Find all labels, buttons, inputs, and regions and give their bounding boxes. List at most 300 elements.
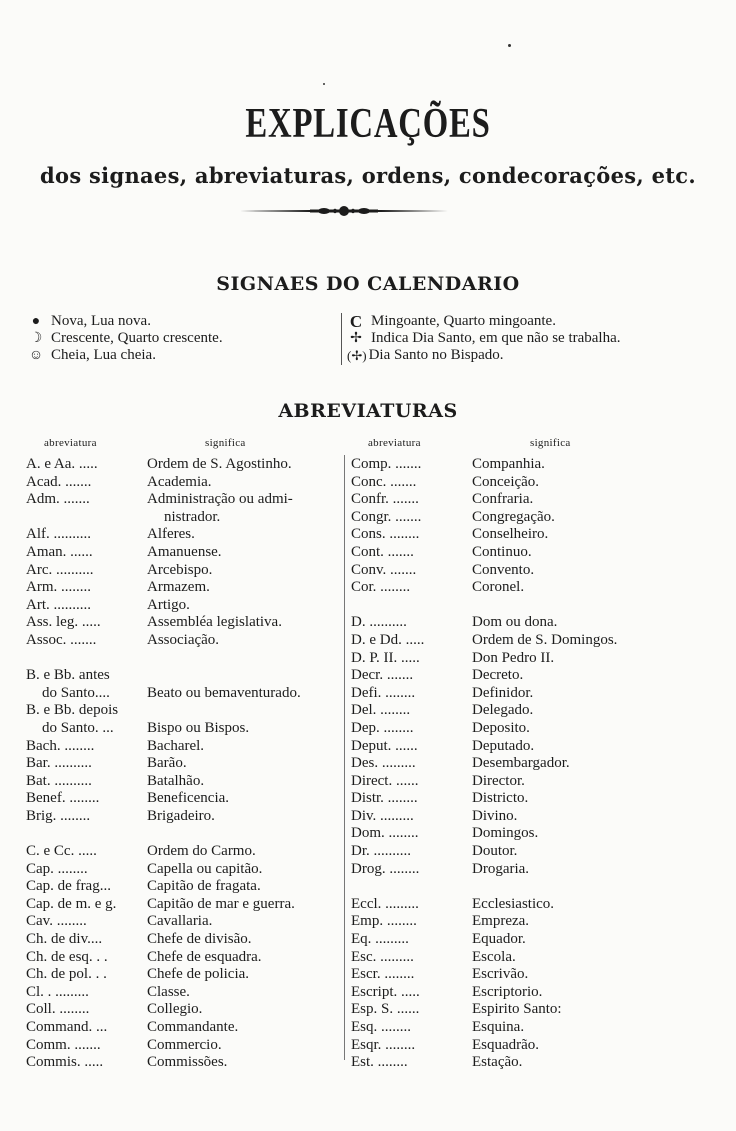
meaning: Chefe de policia. bbox=[147, 966, 250, 983]
meaning: Barão. bbox=[147, 755, 187, 772]
abbreviation bbox=[26, 773, 147, 791]
abbreviation-entry bbox=[26, 491, 342, 509]
meaning: Ordem de S. Agostinho. bbox=[147, 456, 292, 472]
abbreviation-entry bbox=[351, 667, 721, 685]
abbreviation-text: Arc. .......... bbox=[26, 561, 94, 578]
ink-speck bbox=[323, 83, 325, 85]
meaning: Esquadrão. bbox=[472, 1036, 540, 1053]
abbreviation bbox=[26, 685, 147, 703]
sign-row bbox=[27, 313, 223, 330]
abbreviation bbox=[26, 861, 147, 879]
abbreviation bbox=[351, 667, 472, 685]
abbreviation-text: Defi. ........ bbox=[351, 684, 416, 701]
abbreviation-text: Des. ......... bbox=[351, 755, 416, 772]
abbreviation bbox=[26, 878, 147, 896]
abbreviation-text: B. e Bb. depois bbox=[26, 702, 119, 719]
meaning: Amanuense. bbox=[147, 543, 222, 560]
abbreviation-entry bbox=[26, 755, 342, 773]
meaning bbox=[147, 667, 342, 685]
meaning: Congregação. bbox=[472, 508, 555, 525]
abbreviation-entry bbox=[26, 966, 342, 984]
sign-row bbox=[347, 313, 621, 330]
abbreviation bbox=[351, 843, 472, 861]
meaning: Escriptorio. bbox=[472, 983, 543, 1000]
meaning: Ecclesiastico. bbox=[472, 895, 555, 912]
abbreviation bbox=[26, 843, 147, 861]
abbreviation-text: Ass. leg. ..... bbox=[26, 614, 101, 631]
abbreviation-entry bbox=[351, 544, 721, 562]
abbreviation bbox=[351, 966, 472, 984]
meaning: Batalhão. bbox=[147, 772, 205, 789]
abbreviation-text: Est. ........ bbox=[351, 1054, 408, 1071]
section-gap bbox=[26, 825, 342, 843]
abbreviation bbox=[351, 984, 472, 1002]
meaning: Espirito Santo: bbox=[472, 1001, 562, 1018]
abbreviation-text: do Santo.... bbox=[42, 684, 110, 701]
meaning: Commandante. bbox=[147, 1019, 239, 1035]
abbreviation-text: Command. ... bbox=[26, 1019, 108, 1035]
abbreviation-entry bbox=[351, 949, 721, 967]
meaning: Capitão de fragata. bbox=[147, 878, 261, 895]
sign-text: Cheia, Lua cheia. bbox=[51, 347, 156, 363]
meaning: Deputado. bbox=[472, 737, 535, 754]
abbreviation-text: Alf. .......... bbox=[26, 526, 91, 543]
crescent-moon-icon: ☽ bbox=[29, 331, 43, 346]
abbreviation-entry bbox=[26, 544, 342, 562]
abbreviation-entry bbox=[351, 650, 721, 668]
abbreviation-entry bbox=[351, 861, 721, 879]
abbreviation bbox=[351, 913, 472, 931]
cross-parenthesis-icon: (✢) bbox=[347, 348, 367, 363]
abbreviation bbox=[26, 526, 147, 544]
meaning: Continuo. bbox=[472, 543, 532, 560]
column-header-abbr: abreviatura bbox=[44, 437, 97, 449]
meaning: Divino. bbox=[472, 807, 518, 824]
abbreviation bbox=[351, 562, 472, 580]
abbreviation bbox=[26, 808, 147, 826]
meaning: Decreto. bbox=[472, 667, 524, 684]
ornament-divider bbox=[238, 203, 450, 219]
abbreviation-entry bbox=[26, 949, 342, 967]
abbreviation bbox=[26, 1037, 147, 1055]
calendar-signs-left bbox=[27, 313, 223, 364]
abbreviation-entry bbox=[26, 738, 342, 756]
meaning: Beato ou bemaventurado. bbox=[147, 684, 301, 701]
abbreviation-entry bbox=[351, 738, 721, 756]
abbreviation-text: Aman. ...... bbox=[26, 543, 93, 560]
abbreviation-entry bbox=[351, 685, 721, 703]
abbreviation-text: Cons. ........ bbox=[351, 526, 420, 543]
abbreviation-text: Brig. ........ bbox=[26, 807, 91, 824]
abbreviation bbox=[351, 755, 472, 773]
abbreviations-right-column bbox=[351, 456, 721, 1072]
abbreviation-entry bbox=[351, 913, 721, 931]
abbreviation-entry bbox=[26, 808, 342, 826]
abbreviation-entry bbox=[351, 825, 721, 843]
abbreviation-text: Div. ......... bbox=[351, 807, 414, 824]
abbreviation-entry bbox=[26, 931, 342, 949]
abbreviation-entry bbox=[351, 984, 721, 1002]
meaning: Alferes. bbox=[147, 526, 195, 543]
abbreviation bbox=[351, 896, 472, 914]
meaning: Drogaria. bbox=[472, 860, 530, 877]
meaning: Associação. bbox=[147, 631, 220, 648]
abbreviation-entry bbox=[26, 790, 342, 808]
abbreviation-text: Commis. ..... bbox=[26, 1054, 104, 1071]
abbreviation-entry bbox=[351, 773, 721, 791]
abbreviation-entry bbox=[26, 614, 342, 632]
meaning: Domingos. bbox=[472, 825, 539, 842]
abbreviation-entry bbox=[351, 1001, 721, 1019]
page-subtitle: dos signaes, abreviaturas, ordens, condecorações, etc. bbox=[40, 163, 696, 188]
abbreviation-text: Bat. .......... bbox=[26, 772, 92, 789]
abbreviation bbox=[26, 474, 147, 492]
abbreviation bbox=[351, 773, 472, 791]
abbreviation-entry bbox=[26, 685, 342, 703]
abbreviation-text: Direct. ...... bbox=[351, 772, 419, 789]
abbreviation-text: Distr. ........ bbox=[351, 790, 418, 807]
abbreviation-text: Escr. ........ bbox=[351, 966, 415, 983]
meaning: Empreza. bbox=[472, 913, 530, 930]
abbreviation-text: Deput. ...... bbox=[351, 737, 418, 754]
meaning: Delegado. bbox=[472, 702, 534, 719]
abbreviation-text: Comm. ....... bbox=[26, 1036, 101, 1053]
meaning: Conselheiro. bbox=[472, 526, 549, 543]
abbreviation-text: Ch. de pol. . . bbox=[26, 966, 107, 983]
abbreviation bbox=[351, 949, 472, 967]
abbreviation-entry bbox=[351, 702, 721, 720]
abbreviation-entry bbox=[351, 720, 721, 738]
meaning: Administração ou admi- bbox=[147, 491, 293, 508]
abbreviation bbox=[26, 984, 147, 1002]
abbreviation bbox=[351, 931, 472, 949]
meaning: Doutor. bbox=[472, 843, 518, 860]
meaning: Commissões. bbox=[147, 1054, 228, 1071]
abbreviation bbox=[351, 1019, 472, 1037]
meaning: Coronel. bbox=[472, 579, 525, 596]
sign-text: Mingoante, Quarto mingoante. bbox=[371, 313, 556, 329]
abbreviation-text: Acad. ....... bbox=[26, 473, 92, 490]
abbreviation-text: Arm. ........ bbox=[26, 579, 91, 596]
abbreviation-text: Coll. ........ bbox=[26, 1001, 90, 1018]
abbreviation-entry bbox=[26, 579, 342, 597]
abbreviation bbox=[351, 632, 472, 650]
abbreviation-text: Esp. S. ...... bbox=[351, 1001, 420, 1018]
abbreviation-text: Assoc. ....... bbox=[26, 631, 97, 648]
column-header-abbr: abreviatura bbox=[368, 437, 421, 449]
abbreviation-text: Comp. ....... bbox=[351, 456, 422, 472]
abbreviations-heading: ABREVIATURAS bbox=[278, 400, 458, 422]
abbreviation-text: D. .......... bbox=[351, 614, 407, 631]
abbreviation bbox=[351, 1054, 472, 1072]
abbreviation-entry bbox=[351, 579, 721, 597]
meaning: Convento. bbox=[472, 561, 535, 578]
abbreviation-entry bbox=[351, 491, 721, 509]
abbreviation bbox=[26, 702, 147, 720]
abbreviation-text: Bach. ........ bbox=[26, 737, 95, 754]
abbreviation-text: Decr. ....... bbox=[351, 667, 414, 684]
abbreviation-entry bbox=[26, 843, 342, 861]
abbreviation-text: Emp. ........ bbox=[351, 913, 417, 930]
abbreviation-text: Dom. ........ bbox=[351, 825, 419, 842]
abbreviation bbox=[26, 456, 147, 474]
abbreviation-entry bbox=[351, 896, 721, 914]
abbreviation bbox=[351, 861, 472, 879]
abbreviation-entry bbox=[26, 526, 342, 544]
sign-text: Dia Santo no Bispado. bbox=[368, 347, 504, 363]
abbreviation-entry bbox=[351, 614, 721, 632]
abbreviation-entry bbox=[26, 878, 342, 896]
abbreviation-text: Eccl. ......... bbox=[351, 895, 419, 912]
abbreviation-entry bbox=[26, 562, 342, 580]
abbreviation-text: Cl. . ......... bbox=[26, 983, 89, 1000]
abbreviation-text: Cap. ........ bbox=[26, 860, 88, 877]
waning-moon-icon: C bbox=[349, 312, 363, 331]
abbreviation-text: Esq. ........ bbox=[351, 1019, 411, 1035]
signs-column-divider bbox=[341, 313, 342, 365]
section-gap bbox=[351, 597, 721, 615]
meaning: Director. bbox=[472, 772, 525, 789]
meaning: Deposito. bbox=[472, 719, 530, 736]
abbreviation-text: Ch. de esq. . . bbox=[26, 948, 108, 965]
page-title: EXPLICAÇÕES bbox=[245, 101, 491, 147]
sign-text: Crescente, Quarto crescente. bbox=[51, 330, 223, 346]
meaning: Bispo ou Bispos. bbox=[147, 719, 250, 736]
meaning: Chefe de divisão. bbox=[147, 931, 252, 948]
abbreviation-text: B. e Bb. antes bbox=[26, 667, 110, 684]
meaning bbox=[147, 702, 342, 720]
abbreviation-text: Cap. de m. e g. bbox=[26, 895, 117, 912]
abbreviation-text: Dr. .......... bbox=[351, 843, 411, 860]
sign-text: Nova, Lua nova. bbox=[51, 313, 151, 329]
meaning: Dom ou dona. bbox=[472, 614, 558, 631]
abbreviation bbox=[26, 720, 147, 738]
abbreviation-text: Conc. ....... bbox=[351, 473, 417, 490]
sign-row bbox=[27, 330, 223, 347]
abbreviation-entry bbox=[26, 773, 342, 791]
abbreviation-entry bbox=[351, 509, 721, 527]
meaning: Cavallaria. bbox=[147, 913, 213, 930]
meaning: Brigadeiro. bbox=[147, 807, 215, 824]
meaning: Ordem de S. Domingos. bbox=[472, 631, 618, 648]
meaning: Classe. bbox=[147, 983, 190, 1000]
abbreviation-text: Escript. ..... bbox=[351, 983, 420, 1000]
abbreviations-left-column bbox=[26, 456, 342, 1072]
meaning: Don Pedro II. bbox=[472, 649, 555, 666]
abbreviation-entry bbox=[351, 1054, 721, 1072]
abbreviation-text: Benef. ........ bbox=[26, 790, 100, 807]
section-gap bbox=[26, 650, 342, 668]
abbreviation-text: Conv. ....... bbox=[351, 561, 417, 578]
abbreviation bbox=[351, 544, 472, 562]
calendar-signs-right bbox=[347, 313, 621, 364]
abbreviation-text: Dep. ........ bbox=[351, 719, 414, 736]
abbreviation bbox=[26, 755, 147, 773]
ink-speck bbox=[508, 44, 511, 47]
meaning: Collegio. bbox=[147, 1001, 203, 1018]
cross-icon: ✢ bbox=[350, 331, 362, 346]
meaning: Artigo. bbox=[147, 596, 190, 613]
abbreviation-text: Confr. ....... bbox=[351, 491, 419, 508]
abbreviation-entry bbox=[26, 1037, 342, 1055]
section-gap bbox=[351, 878, 721, 896]
abbreviation-text: Cav. ........ bbox=[26, 913, 87, 930]
abbreviation-entry bbox=[351, 931, 721, 949]
abbreviation bbox=[26, 896, 147, 914]
abbreviation bbox=[26, 491, 147, 509]
meaning: Definidor. bbox=[472, 684, 534, 701]
abbreviation-text: Del. ........ bbox=[351, 702, 411, 719]
abbreviation bbox=[351, 790, 472, 808]
abbreviation bbox=[351, 808, 472, 826]
abbreviation-entry bbox=[26, 913, 342, 931]
abbreviation-text: Ch. de div.... bbox=[26, 931, 103, 948]
sign-row bbox=[347, 330, 621, 347]
abbreviation bbox=[26, 1019, 147, 1037]
abbreviation-text: do Santo. ... bbox=[42, 719, 114, 736]
abbreviation-entry bbox=[26, 632, 342, 650]
abbreviation-entry bbox=[26, 1019, 342, 1037]
abbreviation bbox=[351, 491, 472, 509]
abbreviation bbox=[351, 825, 472, 843]
abbreviation bbox=[351, 1037, 472, 1055]
new-moon-icon: ● bbox=[31, 314, 41, 329]
abbreviation-entry bbox=[351, 966, 721, 984]
meaning: Academia. bbox=[147, 473, 212, 490]
abbreviation-entry bbox=[26, 456, 342, 474]
abbreviation-entry bbox=[26, 667, 342, 685]
abbreviation bbox=[26, 614, 147, 632]
abbreviation bbox=[26, 738, 147, 756]
abbreviation-text: Cont. ....... bbox=[351, 543, 414, 560]
abbreviation bbox=[351, 720, 472, 738]
abbreviation-entry bbox=[26, 509, 342, 527]
abbreviation-entry bbox=[26, 597, 342, 615]
meaning: Esquina. bbox=[472, 1019, 525, 1035]
abbreviation-text: C. e Cc. ..... bbox=[26, 843, 97, 860]
abbreviation-entry bbox=[351, 755, 721, 773]
abbreviation bbox=[351, 650, 472, 668]
abbreviation-text: Congr. ....... bbox=[351, 508, 422, 525]
meaning: Bacharel. bbox=[147, 737, 205, 754]
abbreviation bbox=[26, 913, 147, 931]
abbreviation bbox=[26, 632, 147, 650]
abbreviation-text: Esqr. ........ bbox=[351, 1036, 416, 1053]
abbreviation bbox=[26, 597, 147, 615]
abbreviation-entry bbox=[351, 1019, 721, 1037]
abbreviation bbox=[26, 790, 147, 808]
abbreviation-text: Adm. ....... bbox=[26, 491, 90, 508]
meaning: Ordem do Carmo. bbox=[147, 843, 256, 860]
abbreviation-text: D. P. II. ..... bbox=[351, 649, 420, 666]
abbreviation bbox=[26, 562, 147, 580]
abbreviation bbox=[351, 738, 472, 756]
abbreviation-text: Art. .......... bbox=[26, 596, 91, 613]
abbreviation-entry bbox=[26, 861, 342, 879]
abbreviation-text: D. e Dd. ..... bbox=[351, 631, 425, 648]
meaning: Commercio. bbox=[147, 1036, 222, 1053]
meaning: Desembargador. bbox=[472, 755, 570, 772]
abbreviation bbox=[351, 456, 472, 474]
meaning: Estação. bbox=[472, 1054, 523, 1071]
abbreviation-entry bbox=[351, 456, 721, 474]
abbreviation bbox=[26, 544, 147, 562]
abbreviation bbox=[351, 509, 472, 527]
meaning: Companhia. bbox=[472, 456, 545, 472]
abbreviation bbox=[26, 1054, 147, 1072]
abbreviation-entry bbox=[26, 1001, 342, 1019]
meaning: Escrivão. bbox=[472, 966, 529, 983]
abbreviation bbox=[26, 966, 147, 984]
abbreviation-text: Eq. ......... bbox=[351, 931, 409, 948]
meaning: Escola. bbox=[472, 948, 516, 965]
abbreviation-text: Esc. ......... bbox=[351, 948, 414, 965]
meaning: Capitão de mar e guerra. bbox=[147, 895, 295, 912]
abbreviation bbox=[351, 526, 472, 544]
abbreviation bbox=[351, 1001, 472, 1019]
meaning: Armazem. bbox=[147, 579, 210, 596]
meaning: Arcebispo. bbox=[147, 561, 213, 578]
abbreviation-entry bbox=[26, 1054, 342, 1072]
abbreviation-entry bbox=[351, 562, 721, 580]
abbreviation bbox=[26, 949, 147, 967]
meaning: Assembléa legislativa. bbox=[147, 614, 282, 631]
abbreviation-text: Cap. de frag... bbox=[26, 878, 111, 895]
abbreviation-text: Cor. ........ bbox=[351, 579, 411, 596]
abbreviation bbox=[351, 614, 472, 632]
sign-row bbox=[27, 347, 223, 364]
meaning: nistrador. bbox=[164, 508, 221, 525]
abbreviation bbox=[351, 579, 472, 597]
abbreviation-entry bbox=[351, 1037, 721, 1055]
abbreviation bbox=[26, 1001, 147, 1019]
abbreviation bbox=[26, 579, 147, 597]
abbreviation bbox=[26, 931, 147, 949]
abbreviation-text: A. e Aa. ..... bbox=[26, 456, 98, 472]
abbreviation-entry bbox=[26, 720, 342, 738]
abbreviation bbox=[351, 474, 472, 492]
meaning: Conceição. bbox=[472, 473, 540, 490]
abbreviation bbox=[351, 685, 472, 703]
abbreviation bbox=[351, 702, 472, 720]
abbreviation-entry bbox=[26, 702, 342, 720]
full-moon-icon: ☺ bbox=[28, 348, 44, 363]
sign-text: Indica Dia Santo, em que não se trabalha. bbox=[371, 330, 621, 346]
abbreviation-entry bbox=[351, 526, 721, 544]
abbreviation-entry bbox=[26, 474, 342, 492]
sign-row bbox=[347, 347, 621, 364]
column-header-meaning: significa bbox=[205, 437, 246, 449]
meaning: Districto. bbox=[472, 790, 529, 807]
calendar-signs-heading: SIGNAES DO CALENDARIO bbox=[216, 273, 520, 295]
abbreviation-entry bbox=[26, 896, 342, 914]
column-header-meaning: significa bbox=[530, 437, 571, 449]
abbreviation-text: Bar. .......... bbox=[26, 755, 92, 772]
abbreviation-entry bbox=[26, 984, 342, 1002]
abbreviation-entry bbox=[351, 632, 721, 650]
abbreviation-entry bbox=[351, 843, 721, 861]
abbreviations-column-divider bbox=[344, 455, 345, 1060]
meaning: Capella ou capitão. bbox=[147, 860, 263, 877]
abbreviation bbox=[26, 667, 147, 685]
abbreviation-entry bbox=[351, 474, 721, 492]
meaning: Chefe de esquadra. bbox=[147, 948, 262, 965]
meaning: Confraria. bbox=[472, 491, 534, 508]
abbreviation-text: Drog. ........ bbox=[351, 860, 420, 877]
meaning: Beneficencia. bbox=[147, 790, 230, 807]
abbreviation-entry bbox=[351, 808, 721, 826]
abbreviation-entry bbox=[351, 790, 721, 808]
